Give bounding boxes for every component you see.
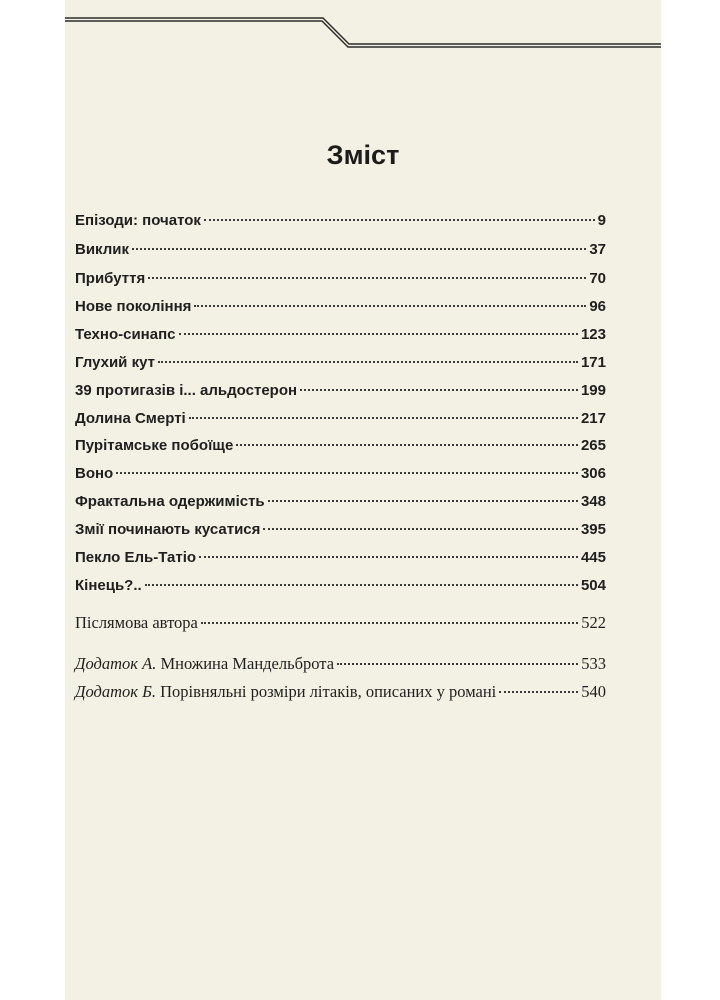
toc-entry [75,465,606,482]
dot-leader [194,305,586,307]
toc-entry-page: 504 [580,577,606,594]
toc-entry-page: 540 [581,682,606,701]
toc-entry-label: Виклик [75,241,130,258]
dot-leader [158,361,578,363]
toc-entry-page: 395 [580,521,606,538]
dot-leader [148,277,586,279]
toc-entry [75,437,606,454]
dot-leader [189,417,578,419]
toc-entry-label: Післямова автора [75,613,198,632]
toc-entry-label: Техно-синапс [75,326,176,343]
toc-entry-page: 123 [580,326,606,343]
toc-entry-page: 306 [580,465,606,482]
toc-entry-page: 171 [580,354,606,371]
dot-leader [179,333,578,335]
toc-entry [75,493,606,510]
dot-leader [116,472,578,474]
toc-entry-appendix [75,654,606,674]
toc-entry [75,410,606,427]
toc-entry [75,298,606,315]
toc-entry-label [75,682,496,702]
toc-entry [75,521,606,538]
dot-leader [300,389,578,391]
toc-entry-label: Пекло Ель-Татіо [75,549,197,566]
appendix-title: Множина Мандельброта [160,654,335,673]
toc-entry-page: 522 [581,613,606,632]
toc-entry-appendix [75,682,606,702]
dot-leader [145,584,578,586]
toc-entry-page: 70 [589,270,606,287]
toc-entry-label: Епізоди: початок [75,212,201,229]
toc-entry-label: Глухий кут [75,354,155,371]
book-page [65,0,661,1000]
toc-entry-page: 9 [597,212,606,229]
toc-entry-label: Фрактальна одержимість [75,493,265,510]
toc-entry [75,241,606,258]
dot-leader [204,219,595,221]
dot-leader [236,444,578,446]
appendix-title: Порівняльні розміри літаків, описаних у романі [160,682,497,701]
toc-entry-label: Прибуття [75,270,146,287]
dot-leader [499,691,578,693]
toc-entry-page: 445 [580,549,606,566]
dot-leader [263,528,578,530]
page-title: Зміст [326,140,400,170]
dot-leader [199,556,578,558]
toc-entry-label: Воно [75,465,114,482]
toc-entry-page: 265 [580,437,606,454]
toc-entry [75,382,606,399]
dot-leader [132,248,586,250]
toc-entry-page: 533 [581,654,606,673]
toc-entry [75,577,606,594]
toc-entry-label: Нове покоління [75,298,192,315]
toc-entry [75,354,606,371]
dot-leader [201,622,578,624]
header-rule [65,0,661,50]
toc-entry [75,326,606,343]
toc-entry-page: 96 [589,298,606,315]
toc-entry-page: 199 [580,382,606,399]
toc-entry-label [75,654,334,674]
dot-leader [268,500,578,502]
toc-entry-label: Кінець?.. [75,577,142,594]
toc-entry-label: Долина Смерті [75,410,186,427]
appendix-prefix: Додаток Б. [75,682,156,701]
toc-entry-page: 217 [580,410,606,427]
toc-entry-label: Змії починають кусатися [75,521,261,538]
toc-entry [75,212,606,229]
toc-entry [75,549,606,566]
toc-entry-page: 37 [589,241,606,258]
toc-entry-page: 348 [580,493,606,510]
appendix-prefix: Додаток А. [75,654,157,673]
dot-leader [337,663,578,665]
toc-entry-afterword [75,613,606,633]
toc-entry-label: Пурітамське побоїще [75,437,234,454]
toc-entry [75,270,606,287]
toc-entry-label: 39 протигазів і... альдостерон [75,382,298,399]
